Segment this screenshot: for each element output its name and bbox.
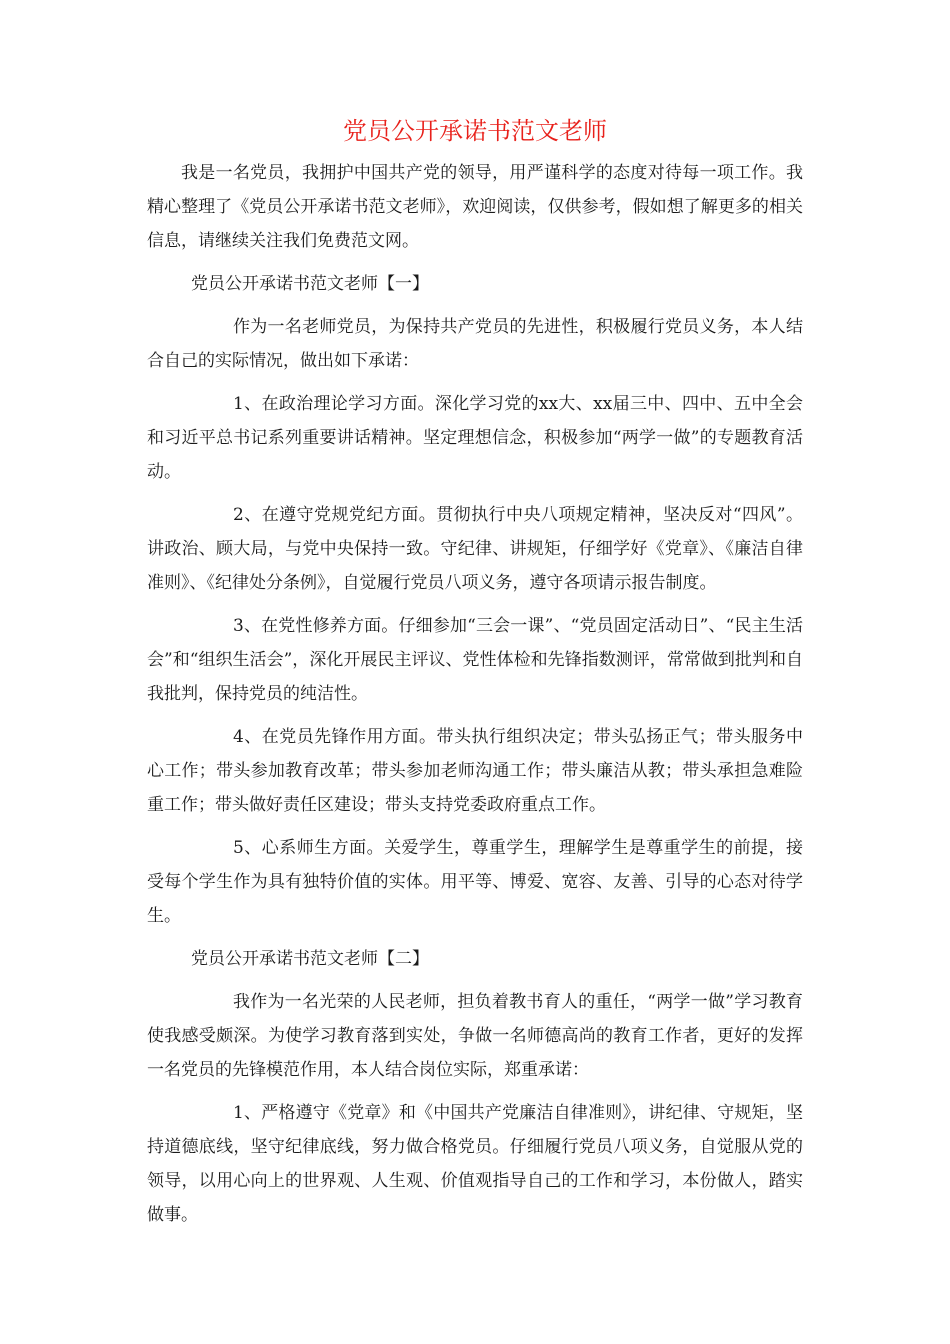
section-heading-2: 党员公开承诺书范文老师【二】 [191,949,429,969]
section-1-item-2: 2、在遵守党规党纪方面。贯彻执行中央八项规定精神，坚决反对“四风”。讲政治、顾大局，与党中央保持一致。守纪律、讲规矩，仔细学好《党章》、《廉洁自律准则》、《纪律处分条例》，自觉履行党员八项义务，遵守各项请示报告制度。 [147,505,803,593]
section-1-item-3: 3、在党性修养方面。仔细参加“三会一课”、“党员固定活动日”、“民主生活会”和“组织生活会”，深化开展民主评议、党性体检和先锋指数测评，常常做到批判和自我批判，保持党员的纯洁性。 [147,616,803,704]
section-1-item-1: 1、在政治理论学习方面。深化学习党的xx大、xx届三中、四中、五中全会和习近平总书记系列重要讲话精神。坚定理想信念，积极参加“两学一做”的专题教育活动。 [147,394,803,482]
section-2-item-1: 1、严格遵守《党章》和《中国共产党廉洁自律准则》，讲纪律、守规矩，坚持道德底线，坚守纪律底线，努力做合格党员。仔细履行党员八项义务，自觉服从党的领导，以用心向上的世界观、人生观、价值观指导自己的工作和学习，本份做人，踏实做事。 [147,1103,803,1225]
document-body [147,156,803,1241]
section-1-item-5: 5、心系师生方面。关爱学生，尊重学生，理解学生是尊重学生的前提，接受每个学生作为具有独特价值的实体。用平等、博爱、宽容、友善、引导的心态对待学生。 [147,838,803,926]
section-heading-1: 党员公开承诺书范文老师【一】 [191,274,429,294]
section-1-item-4: 4、在党员先锋作用方面。带头执行组织决定；带头弘扬正气；带头服务中心工作；带头参加教育改革；带头参加老师沟通工作；带头廉洁从教；带头承担急难险重工作；带头做好责任区建设；带头支持党委政府重点工作。 [147,727,803,815]
section-2-intro: 我作为一名光荣的人民老师，担负着教书育人的重任，“两学一做”学习教育使我感受颇深。为使学习教育落到实处，争做一名师德高尚的教育工作者，更好的发挥一名党员的先锋模范作用，本人结合岗位实际，郑重承诺： [147,992,803,1080]
intro-paragraph: 我是一名党员，我拥护中国共产党的领导，用严谨科学的态度对待每一项工作。我精心整理了《党员公开承诺书范文老师》，欢迎阅读，仅供参考，假如想了解更多的相关信息，请继续关注我们免费范文网。 [147,163,803,251]
document-title: 党员公开承诺书范文老师 [343,117,607,145]
section-1-intro: 作为一名老师党员，为保持共产党员的先进性，积极履行党员义务，本人结合自己的实际情况，做出如下承诺： [147,317,803,371]
